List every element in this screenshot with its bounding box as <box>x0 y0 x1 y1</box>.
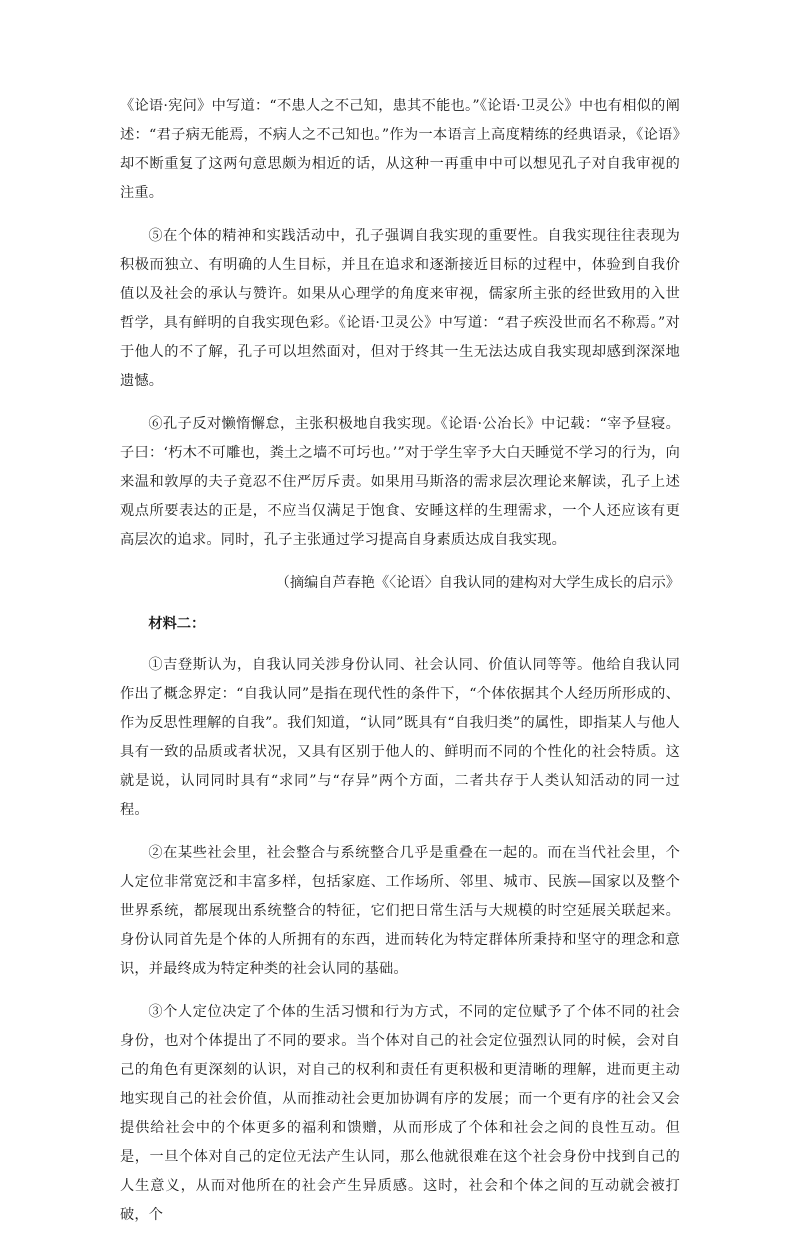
material-two-paragraph-3: ③个人定位决定了个体的生活习惯和行为方式，不同的定位赋予了个体不同的社会身份，也对个体提出了不同的要求。当个体对自己的社会定位强烈认同的时候，会对自己的角色有更深刻的认识，对自己的权利和责任有更积极和更清晰的理解，进而更主动地实现自己的社会价值，从而推动社会更加协调有序的发展；而一个更有序的社会又会提供给社会中的个体更多的福利和馈赠，从而形成了个体和社会之间的良性互动。但是，一旦个体对自己的定位无法产生认同，那么他就很难在这个社会身份中找到自己的人生意义，从而对他所在的社会产生异质感。这时，社会和个体之间的互动就会被打破，个 <box>120 1004 680 1223</box>
document-page <box>120 92 680 1244</box>
material-two-paragraph-2: ②在某些社会里，社会整合与系统整合几乎是重叠在一起的。而在当代社会里，个人定位非常宽泛和丰富多样，包括家庭、工作场所、邻里、城市、民族—国家以及整个世界系统，都展现出系统整合的特征，它们把日常生活与大规模的时空延展关联起来。身份认同首先是个体的人所拥有的东西，进而转化为特定群体所秉持和坚守的理念和意识，并最终成为特定种类的社会认同的基础。 <box>120 845 680 977</box>
source-citation: （摘编自芦春艳《〈论语〉自我认同的建构对大学生成长的启示》 <box>275 575 680 591</box>
paragraph-continued: 《论语·宪问》中写道：“不患人之不己知，患其不能也。”《论语·卫灵公》中也有相似的阐述：“君子病无能焉，不病人之不己知也。”作为一本语言上高度精练的经典语录，《论语》却不断重复了这两句意思颇为相近的话，从这种一再重申中可以想见孔子对自我审视的注重。 <box>120 98 680 201</box>
paragraph-5: ⑤在个体的精神和实践活动中，孔子强调自我实现的重要性。自我实现往往表现为积极而独立、有明确的人生目标，并且在追求和逐渐接近目标的过程中，体验到自我价值以及社会的承认与赞许。如果从心理学的角度来审视，儒家所主张的经世致用的入世哲学，具有鲜明的自我实现色彩。《论语·卫灵公》中写道：“君子疾没世而名不称焉。”对于他人的不了解，孔子可以坦然面对，但对于终其一生无法达成自我实现却感到深深地遗憾。 <box>120 228 680 389</box>
material-two-heading: 材料二： <box>148 616 206 632</box>
material-two-paragraph-1: ①吉登斯认为，自我认同关涉身份认同、社会认同、价值认同等等。他给自我认同作出了概念界定：“自我认同”是指在现代性的条件下，“个体依据其个人经历所形成的、作为反思性理解的自我”。我们知道，“认同”既具有“自我归类”的属性，即指某人与他人具有一致的品质或者状况，又具有区别于他人的、鲜明而不同的个性化的社会特质。这就是说，认同同时具有“求同”与“存异”两个方面，二者共存于人类认知活动的同一过程。 <box>120 657 680 818</box>
paragraph-6: ⑥孔子反对懒惰懈怠，主张积极地自我实现。《论语·公冶长》中记载：“宰予昼寝。子曰：‘朽木不可雕也，粪土之墙不可圬也。’”对于学生宰予大白天睡觉不学习的行为，向来温和敦厚的夫子竟忍不住严厉斥责。如果用马斯洛的需求层次理论来解读，孔子上述观点所要表达的正是，不应当仅满足于饱食、安睡这样的生理需求，一个人还应该有更高层次的追求。同时，孔子主张通过学习提高自身素质达成自我实现。 <box>120 416 680 548</box>
